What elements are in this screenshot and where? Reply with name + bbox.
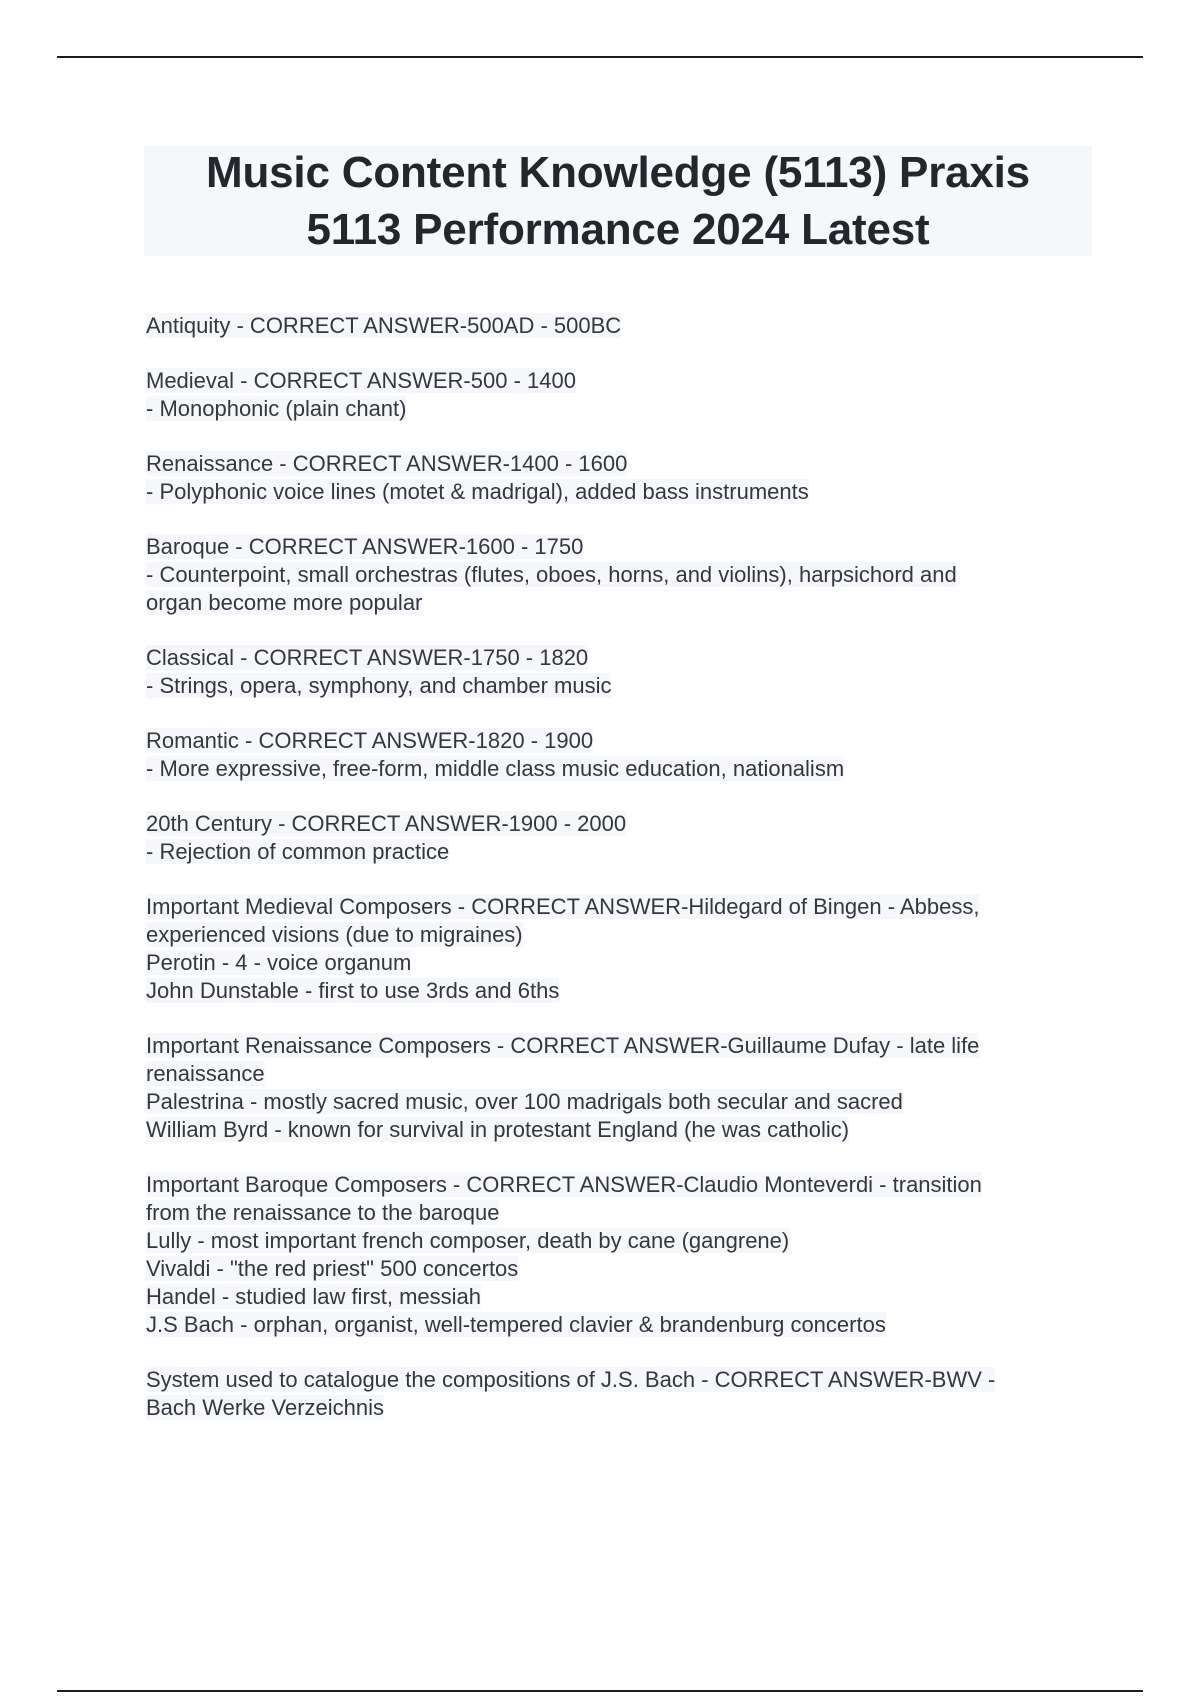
- entry-line-text: Perotin - 4 - voice organum: [146, 950, 412, 975]
- entry-question-line: [146, 312, 1096, 340]
- entry-answer-line: [146, 589, 1096, 617]
- entry-answer-line: [146, 1060, 1096, 1088]
- flashcard-entry: [146, 893, 1096, 1005]
- entry-line-text: - Rejection of common practice: [146, 839, 450, 864]
- entry-line-text: System used to catalogue the compositions of J.S. Bach - CORRECT ANSWER-BWV -: [146, 1367, 996, 1392]
- flashcard-entry: [146, 810, 1096, 866]
- bottom-rule: [57, 1690, 1143, 1692]
- entry-answer-line: [146, 1394, 1096, 1422]
- entry-question-line: [146, 367, 1096, 395]
- entry-line-text: Antiquity - CORRECT ANSWER-500AD - 500BC: [146, 313, 622, 338]
- entry-line-text: experienced visions (due to migraines): [146, 922, 523, 947]
- entry-line-text: Romantic - CORRECT ANSWER-1820 - 1900: [146, 728, 594, 753]
- entry-line-text: Baroque - CORRECT ANSWER-1600 - 1750: [146, 534, 584, 559]
- entry-line-text: Renaissance - CORRECT ANSWER-1400 - 1600: [146, 451, 628, 476]
- flashcard-entry: [146, 644, 1096, 700]
- entry-line-text: - Counterpoint, small orchestras (flutes, oboes, horns, and violins), harpsichord and: [146, 562, 957, 587]
- entry-answer-line: [146, 1227, 1096, 1255]
- entry-line-text: Important Baroque Composers - CORRECT ANSWER-Claudio Monteverdi - transition: [146, 1172, 982, 1197]
- entry-line-text: Classical - CORRECT ANSWER-1750 - 1820: [146, 645, 589, 670]
- entry-question-line: [146, 810, 1096, 838]
- entry-answer-line: [146, 921, 1096, 949]
- entry-answer-line: [146, 755, 1096, 783]
- entry-answer-line: [146, 395, 1096, 423]
- flashcard-entry: [146, 367, 1096, 423]
- entry-answer-line: [146, 1088, 1096, 1116]
- top-rule: [57, 56, 1143, 58]
- entry-answer-line: [146, 1283, 1096, 1311]
- entry-answer-line: [146, 949, 1096, 977]
- entry-answer-line: [146, 1116, 1096, 1144]
- entry-answer-line: [146, 1199, 1096, 1227]
- entry-answer-line: [146, 1311, 1096, 1339]
- entry-answer-line: [146, 561, 1096, 589]
- flashcard-entry: [146, 727, 1096, 783]
- entry-line-text: Lully - most important french composer, death by cane (gangrene): [146, 1228, 790, 1253]
- entry-line-text: Bach Werke Verzeichnis: [146, 1395, 385, 1420]
- entry-line-text: William Byrd - known for survival in protestant England (he was catholic): [146, 1117, 850, 1142]
- entry-line-text: Palestrina - mostly sacred music, over 100 madrigals both secular and sacred: [146, 1089, 903, 1114]
- entry-line-text: Vivaldi - "the red priest" 500 concertos: [146, 1256, 519, 1281]
- entry-question-line: [146, 727, 1096, 755]
- title-line-2: 5113 Performance 2024 Latest: [306, 205, 930, 254]
- title-line-1: Music Content Knowledge (5113) Praxis: [206, 148, 1030, 197]
- flashcard-entry: [146, 312, 1096, 340]
- entry-line-text: 20th Century - CORRECT ANSWER-1900 - 2000: [146, 811, 627, 836]
- entry-line-text: - More expressive, free-form, middle class music education, nationalism: [146, 756, 845, 781]
- flashcard-entry: [146, 1032, 1096, 1144]
- entry-line-text: Handel - studied law first, messiah: [146, 1284, 482, 1309]
- entry-question-line: [146, 1366, 1096, 1394]
- entry-answer-line: [146, 838, 1096, 866]
- entry-line-text: - Strings, opera, symphony, and chamber music: [146, 673, 612, 698]
- entry-question-line: [146, 533, 1096, 561]
- flashcard-entry: [146, 450, 1096, 506]
- entry-question-line: [146, 1171, 1096, 1199]
- document-title: [206, 144, 1030, 258]
- entry-question-line: [146, 644, 1096, 672]
- entry-line-text: John Dunstable - first to use 3rds and 6ths: [146, 978, 560, 1003]
- title-block: [144, 146, 1092, 256]
- entry-question-line: [146, 1032, 1096, 1060]
- entry-line-text: Important Renaissance Composers - CORRECT ANSWER-Guillaume Dufay - late life: [146, 1033, 980, 1058]
- entry-line-text: organ become more popular: [146, 590, 423, 615]
- entry-line-text: - Monophonic (plain chant): [146, 396, 407, 421]
- entry-question-line: [146, 450, 1096, 478]
- flashcard-entry: [146, 1366, 1096, 1422]
- entry-line-text: Important Medieval Composers - CORRECT ANSWER-Hildegard of Bingen - Abbess,: [146, 894, 980, 919]
- flashcard-entry: [146, 533, 1096, 617]
- entry-answer-line: [146, 672, 1096, 700]
- entry-line-text: from the renaissance to the baroque: [146, 1200, 500, 1225]
- entry-line-text: renaissance: [146, 1061, 265, 1086]
- flashcard-entry: [146, 1171, 1096, 1339]
- entry-line-text: J.S Bach - orphan, organist, well-tempered clavier & brandenburg concertos: [146, 1312, 886, 1337]
- entry-question-line: [146, 893, 1096, 921]
- entry-line-text: - Polyphonic voice lines (motet & madrigal), added bass instruments: [146, 479, 809, 504]
- entry-answer-line: [146, 1255, 1096, 1283]
- entry-answer-line: [146, 977, 1096, 1005]
- entry-answer-line: [146, 478, 1096, 506]
- entry-line-text: Medieval - CORRECT ANSWER-500 - 1400: [146, 368, 576, 393]
- flashcard-list: [146, 312, 1096, 1449]
